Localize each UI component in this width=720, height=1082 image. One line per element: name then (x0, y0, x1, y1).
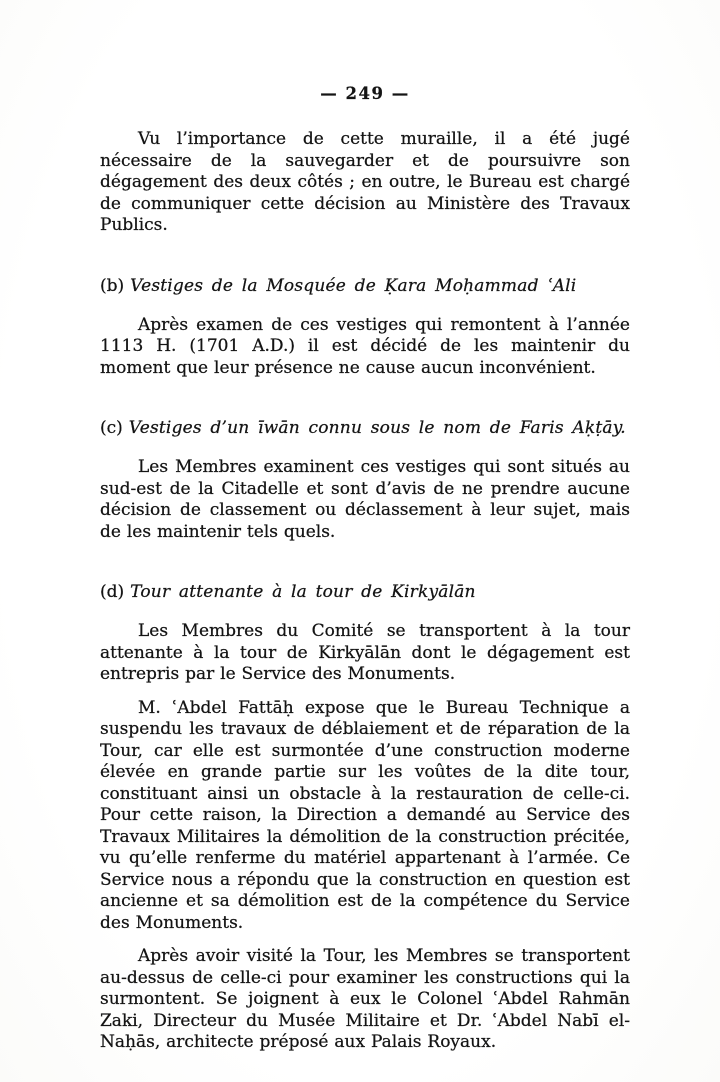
section-c-title: Vestiges d’un īwān connu sous le nom de Faris Aḳṭāy. (128, 418, 626, 438)
intro-paragraph: Vu l’importance de cette muraille, il a été jugé nécessaire de la sauvegarder et de poursuivre son dégagement des deux côtés ; en outre, le Bureau est chargé de communiquer cette décision au Ministère des Travaux Publics. (100, 129, 630, 235)
section-d-paragraph-2: M. ʿAbdel Fattāḥ expose que le Bureau Technique a suspendu les travaux de déblaiement et de réparation de la Tour, car elle est surmontée d’une construction moderne élevée en grande partie sur les voûtes de la dite tour, constituant ainsi un obstacle à la restauration de celle-ci. Pour cette raison, la Direction a demandé au Service des Travaux Militaires la démolition de la construction précitée, vu qu’elle renferme du matériel appartenant à l’armée. Ce Service nous a répondu que la construction en question est ancienne et sa démolition est de la compétence du Service des Monuments. (100, 697, 630, 933)
section-d-label: (d) (100, 582, 125, 602)
section-d-title: Tour attenante à la tour de Kirkyālān (130, 582, 476, 602)
section-d-paragraph-3: Après avoir visité la Tour, les Membres se transportent au-dessus de celle-ci pour examiner les constructions qui la surmontent. Se joignent à eux le Colonel ʿAbdel Rahmān Zaki, Directeur du Musée Militaire et Dr. ʿAbdel Nabī el-Naḥās, architecte préposé aux Palais Royaux. (100, 946, 630, 1052)
section-d-paragraph-1: Les Membres du Comité se transportent à la tour attenante à la tour de Kirkyālān dont le dégagement est entrepris par le Service des Monuments. (100, 621, 630, 684)
section-d-heading (100, 581, 630, 603)
section-b-heading (100, 275, 630, 297)
section-b-title: Vestiges de la Mosquée de Ḳara Moḥammad ʿAli (130, 275, 577, 296)
section-b-paragraph: Après examen de ces vestiges qui remontent à l’année 1113 H. (1701 A.D.) il est décidé de les maintenir du moment que leur présence ne cause aucun inconvénient. (100, 314, 630, 378)
section-c-paragraph: Les Membres examinent ces vestiges qui sont situés au sud-est de la Citadelle et sont d’avis de ne prendre aucune décision de classement ou déclassement à leur sujet, mais de les maintenir tels quels. (100, 457, 630, 542)
section-c-label: (c) (100, 418, 123, 438)
page-number: — 249 — (320, 84, 410, 103)
section-c-heading (100, 417, 630, 439)
page-text-block (100, 84, 630, 1054)
section-b-label: (b) (100, 275, 125, 296)
